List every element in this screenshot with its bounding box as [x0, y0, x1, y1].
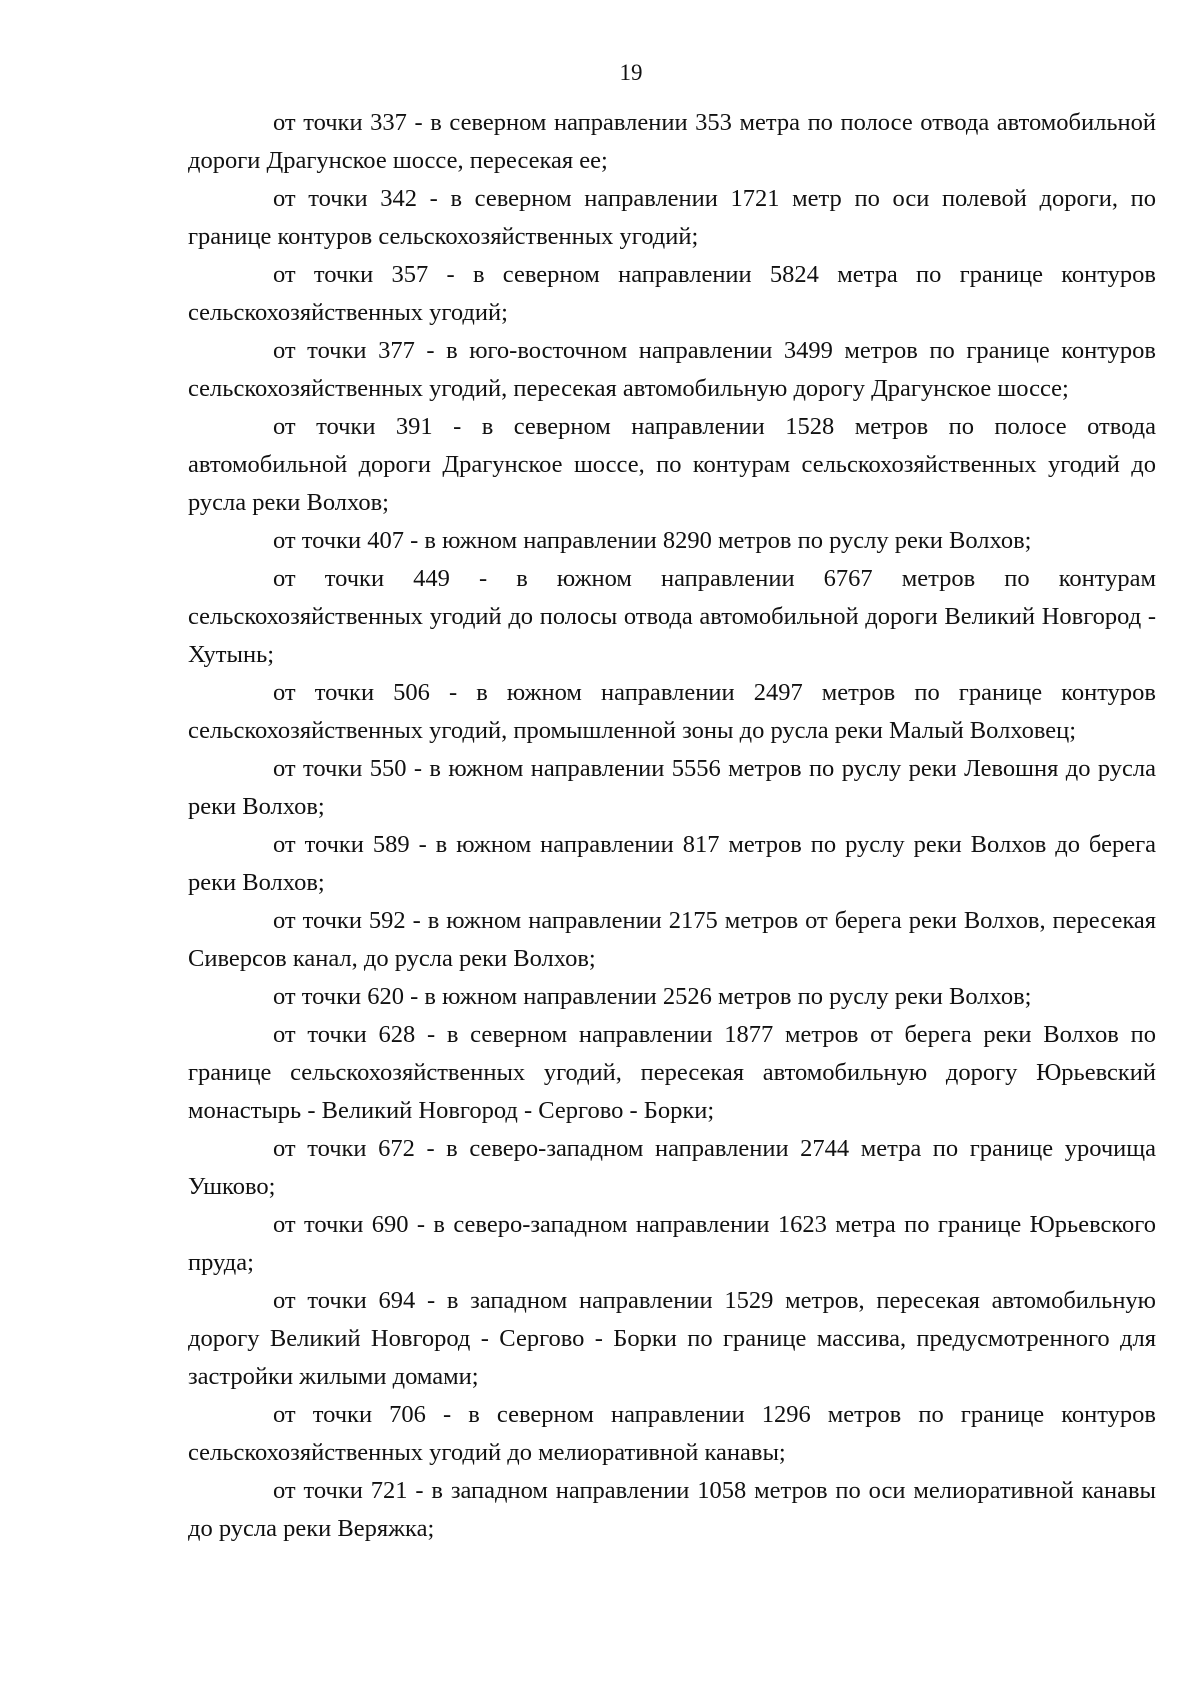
paragraph: от точки 449 - в южном направлении 6767 метров по контурам сельскохозяйственных угодий до полосы отвода автомобильной дороги Великий Новгород - Хутынь; — [188, 565, 1156, 668]
paragraph: от точки 337 - в северном направлении 353 метра по полосе отвода автомобильной дороги Драгунское шоссе, пересекая ее; — [188, 109, 1156, 174]
paragraph: от точки 721 - в западном направлении 1058 метров по оси мелиоративной канавы до русла реки Веряжка; — [188, 1477, 1156, 1542]
paragraph: от точки 342 - в северном направлении 1721 метр по оси полевой дороги, по границе контуров сельскохозяйственных угодий; — [188, 185, 1156, 250]
paragraph: от точки 690 - в северо-западном направлении 1623 метра по границе Юрьевского пруда; — [188, 1211, 1156, 1276]
paragraph: от точки 628 - в северном направлении 1877 метров от берега реки Волхов по границе сельскохозяйственных угодий, пересекая автомобильную дорогу Юрьевский монастырь - Великий Новгород - Сергово - Борки; — [188, 1021, 1156, 1124]
paragraph: от точки 550 - в южном направлении 5556 метров по руслу реки Левошня до русла реки Волхов; — [188, 755, 1156, 820]
paragraph: от точки 672 - в северо-западном направлении 2744 метра по границе урочища Ушково; — [188, 1135, 1156, 1200]
paragraph: от точки 620 - в южном направлении 2526 метров по руслу реки Волхов; — [273, 983, 1032, 1010]
document-body — [188, 104, 1156, 1548]
paragraph: от точки 391 - в северном направлении 1528 метров по полосе отвода автомобильной дороги Драгунское шоссе, по контурам сельскохозяйственных угодий до русла реки Волхов; — [188, 413, 1156, 516]
paragraph: от точки 407 - в южном направлении 8290 метров по руслу реки Волхов; — [273, 527, 1032, 554]
page-number: 19 — [619, 60, 643, 85]
paragraph: от точки 592 - в южном направлении 2175 метров от берега реки Волхов, пересекая Сиверсов канал, до русла реки Волхов; — [188, 907, 1156, 972]
paragraph: от точки 706 - в северном направлении 1296 метров по границе контуров сельскохозяйственных угодий до мелиоративной канавы; — [188, 1401, 1156, 1466]
paragraph: от точки 694 - в западном направлении 1529 метров, пересекая автомобильную дорогу Великий Новгород - Сергово - Борки по границе массива, предусмотренного для застройки жилыми домами; — [188, 1287, 1156, 1390]
paragraph: от точки 377 - в юго-восточном направлении 3499 метров по границе контуров сельскохозяйственных угодий, пересекая автомобильную дорогу Драгунское шоссе; — [188, 337, 1156, 402]
paragraph: от точки 506 - в южном направлении 2497 метров по границе контуров сельскохозяйственных угодий, промышленной зоны до русла реки Малый Волховец; — [188, 679, 1156, 744]
paragraph: от точки 589 - в южном направлении 817 метров по руслу реки Волхов до берега реки Волхов; — [188, 831, 1156, 896]
paragraph: от точки 357 - в северном направлении 5824 метра по границе контуров сельскохозяйственных угодий; — [188, 261, 1156, 326]
